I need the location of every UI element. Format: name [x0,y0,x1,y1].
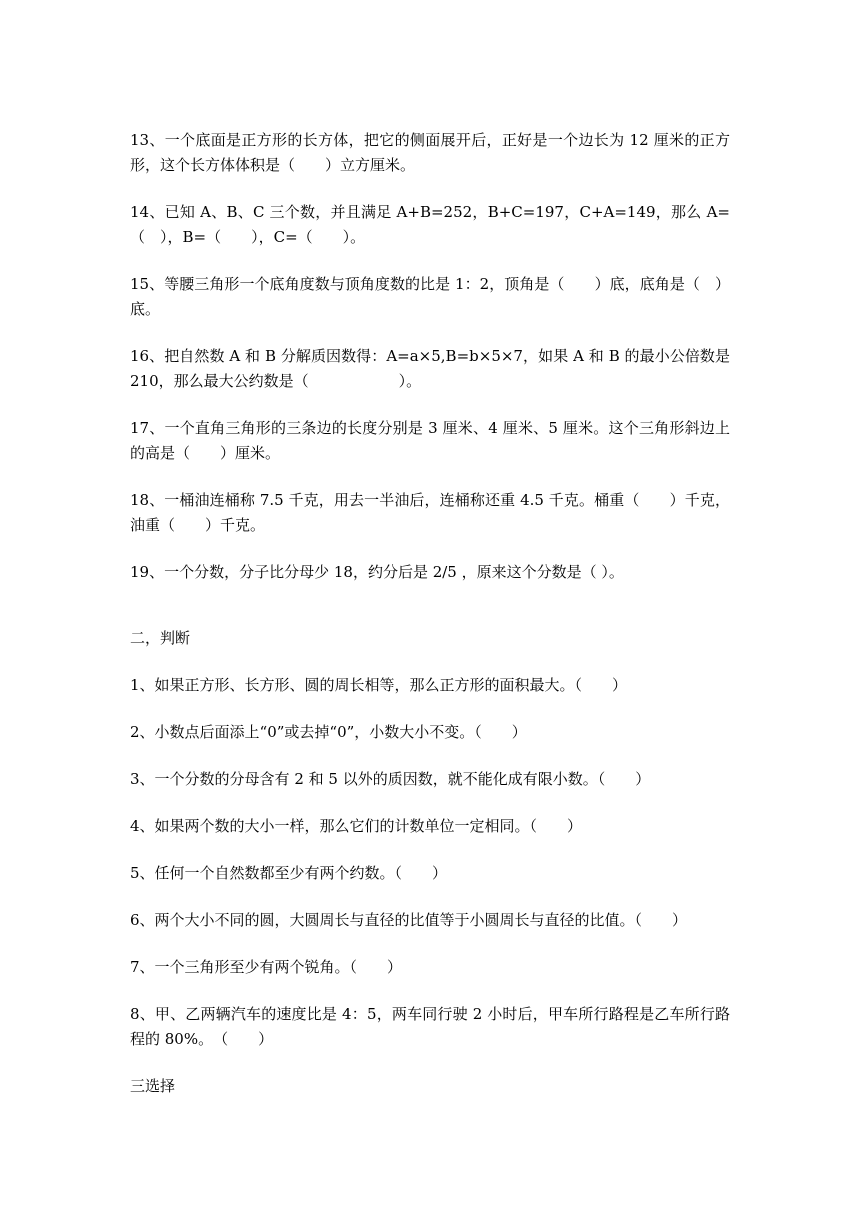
judge-item-3: 3、一个分数的分母含有 2 和 5 以外的质因数，就不能化成有限小数。（ ） [130,770,651,788]
section-title-choice: 三选择 [130,1077,176,1095]
question-13: 13、一个底面是正方形的长方体，把它的侧面展开后，正好是一个边长为 12 厘米的正方形，这个长方体体积是（ ）立方厘米。 [130,131,730,174]
judge-item-2: 2、小数点后面添上“0”或去掉“0”，小数大小不变。（ ） [130,723,527,741]
question-18: 18、一桶油连桶称 7.5 千克，用去一半油后，连桶称还重 4.5 千克。桶重（ ）千克，油重（ ）千克。 [130,491,730,534]
judge-item-1: 1、如果正方形、长方形、圆的周长相等，那么正方形的面积最大。（ ） [130,676,628,694]
judge-item-5: 5、任何一个自然数都至少有两个约数。（ ） [130,864,448,882]
section-title-judge: 二，判断 [130,629,191,647]
question-17: 17、一个直角三角形的三条边的长度分别是 3 厘米、4 厘米、5 厘米。这个三角形斜边上的高是（ ）厘米。 [130,419,730,462]
document-page [130,128,735,1099]
judge-item-7: 7、一个三角形至少有两个锐角。（ ） [130,958,403,976]
question-14: 14、已知 A、B、C 三个数，并且满足 A+B=252，B+C=197，C+A=149，那么 A=（ ），B=（ ），C=（ ）。 [130,203,730,246]
judge-item-6: 6、两个大小不同的圆，大圆周长与直径的比值等于小圆周长与直径的比值。（ ） [130,911,688,929]
question-19: 19、一个分数，分子比分母少 18，约分后是 2/5 ，原来这个分数是（ ）。 [130,563,624,581]
judge-item-8: 8、甲、乙两辆汽车的速度比是 4：5，两车同行驶 2 小时后，甲车所行路程是乙车所行路程的 80%。 （ ） [130,1005,730,1048]
question-15: 15、等腰三角形一个底角度数与顶角度数的比是 1：2，顶角是（ ）底，底角是（ ）底。 [130,275,730,318]
judge-item-4: 4、如果两个数的大小一样，那么它们的计数单位一定相同。（ ） [130,817,583,835]
question-16: 16、把自然数 A 和 B 分解质因数得：A=a×5,B=b×5×7，如果 A 和 B 的最小公倍数是 210，那么最大公约数是（ ）。 [130,347,735,390]
